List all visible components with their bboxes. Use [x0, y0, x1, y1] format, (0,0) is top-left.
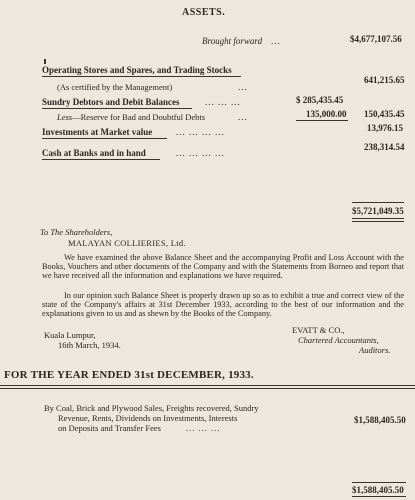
report-paragraph-2: In our opinion such Balance Sheet is properly drawn up so as to exhibit a true and correct view of the state of the Company's affairs at 31st December 1933, according to the best of our information and the explanations given to us and as shewn by the Books of the Company.: [42, 291, 404, 319]
income-value: $1,588,405.50: [354, 415, 406, 425]
operating-stores-label: Operating Stores and Spares, and Trading Stocks: [42, 65, 232, 75]
operating-stores-value: 641,215.65: [364, 75, 405, 85]
section-rule-1: [0, 385, 415, 386]
income-line-2: Revenue, Rents, Dividends on Investments, Interests: [58, 413, 238, 423]
investments-underline: [42, 138, 167, 139]
report-paragraph-1: We have examined the above Balance Sheet and the accompanying Profit and Loss Account with the Books, Vouchers and other documents of the Company and with the Statements from Borneo and report that we have received all the information and explanations we have required.: [42, 253, 404, 281]
reserve-text: —Reserve for Bad and Doubtful Debts: [72, 112, 206, 122]
operating-stores-sub: (As certified by the Management): [57, 82, 173, 92]
reserve-underline: [296, 120, 348, 121]
signatory-role: Auditors.: [359, 345, 391, 355]
signatory: EVATT & CO.,: [292, 325, 345, 335]
company-name: MALAYAN COLLIERIES, Ltd.: [68, 238, 186, 248]
assets-heading: ASSETS.: [182, 7, 226, 18]
reserve-amount: 135,000.00: [306, 109, 347, 119]
cash-value: 238,314.54: [364, 142, 405, 152]
total-rule-mid: [352, 218, 404, 219]
sundry-debtors-leaders: ... ... ...: [205, 97, 241, 107]
investments-value: 13,976.15: [367, 123, 403, 133]
sundry-debtors-label: Sundry Debtors and Debit Balances: [42, 97, 180, 107]
section-rule-2: [0, 388, 415, 389]
total-rule-bottom: [352, 221, 404, 222]
reserve-prefix: Less: [57, 112, 73, 122]
cash-label: Cash at Banks and in hand: [42, 148, 146, 158]
signatory-title: Chartered Accountants,: [298, 335, 379, 345]
cash-leaders: ... ... ... ...: [176, 148, 225, 158]
sundry-debtors-amount: $ 285,435.45: [296, 95, 344, 105]
report-place: Kuala Lumpur,: [44, 330, 96, 340]
operating-stores-leaders: ...: [238, 82, 248, 92]
operating-stores-underline: [42, 76, 241, 77]
brought-forward-label: Brought forward: [202, 36, 263, 46]
investments-label: Investments at Market value: [42, 127, 153, 137]
reserve-leaders: ...: [238, 112, 248, 122]
brought-forward-value: $4,677,107.56: [350, 34, 402, 44]
salutation: To The Shareholders,: [40, 227, 113, 237]
reserve-label: [57, 113, 205, 122]
total-rule-top: [352, 202, 404, 203]
sundry-debtors-value: 150,435.45: [364, 109, 405, 119]
income-leaders: ... ... ...: [186, 423, 221, 433]
year-heading: FOR THE YEAR ENDED 31st DECEMBER, 1933.: [4, 369, 254, 381]
income-line-1: By Coal, Brick and Plywood Sales, Freights recovered, Sundry: [44, 403, 259, 413]
income-total: $1,588,405.50: [352, 485, 404, 495]
assets-total: $5,721,049.35: [352, 206, 404, 216]
income-total-rule-top: [352, 482, 406, 483]
cash-underline: [42, 159, 160, 160]
sundry-debtors-underline: [42, 108, 192, 109]
income-line-3: on Deposits and Transfer Fees: [58, 423, 161, 433]
brought-forward-leaders: ...: [271, 36, 281, 46]
investments-leaders: ... ... ... ...: [176, 127, 225, 137]
income-total-rule-bottom: [352, 496, 406, 497]
report-date: 16th March, 1934.: [58, 340, 121, 350]
tick-mark: [44, 59, 46, 64]
